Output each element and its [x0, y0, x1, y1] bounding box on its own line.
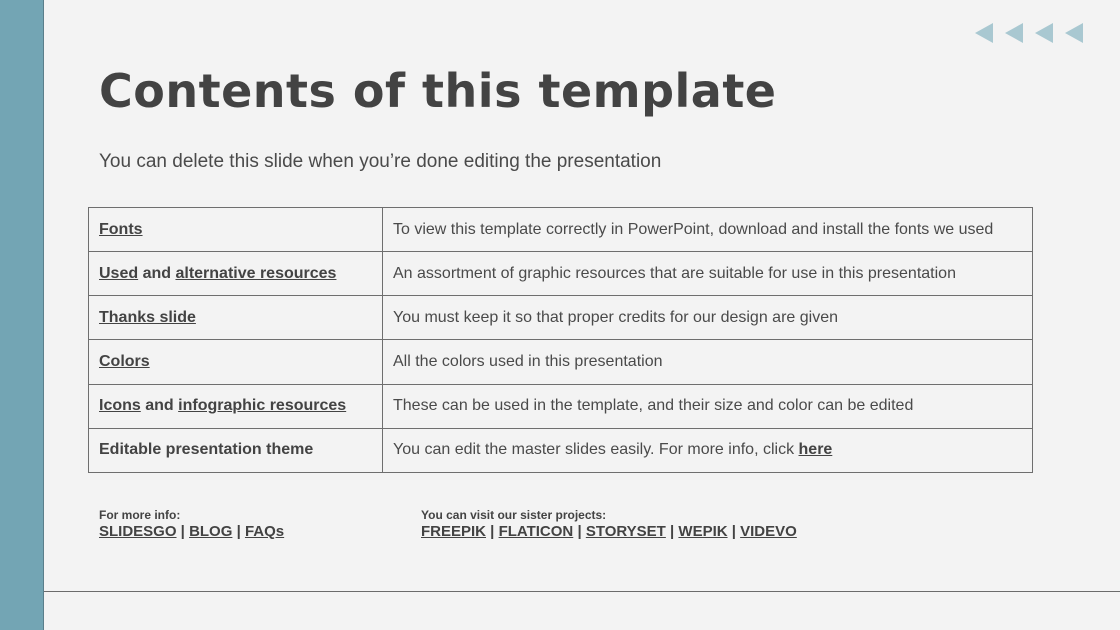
link-separator: |	[727, 523, 741, 540]
table-row	[89, 428, 1033, 472]
thanks-slide-link[interactable]: Thanks slide	[99, 308, 196, 326]
flaticon-link[interactable]: FLATICON	[498, 523, 574, 540]
fonts-link[interactable]: Fonts	[99, 220, 143, 238]
page-title: Contents of this template	[99, 64, 777, 118]
row-name	[89, 340, 383, 384]
table-row	[89, 208, 1033, 252]
more-info-links	[99, 523, 284, 540]
link-separator: |	[573, 523, 586, 540]
faqs-link[interactable]: FAQs	[244, 523, 285, 540]
wepik-link[interactable]: WEPIK	[678, 523, 728, 540]
storyset-link[interactable]: STORYSET	[585, 523, 666, 540]
row-name	[89, 384, 383, 428]
joiner-text: and	[138, 264, 176, 282]
row-description: These can be used in the template, and their size and color can be edited	[383, 384, 1033, 428]
sister-projects-label: You can visit our sister projects:	[421, 508, 607, 522]
row-name	[89, 208, 383, 252]
table-row	[89, 252, 1033, 296]
row-name: Editable presentation theme	[89, 428, 383, 472]
infographic-resources-link[interactable]: infographic resources	[178, 397, 347, 415]
arrow-left-icon	[1065, 23, 1083, 43]
contents-table	[88, 207, 1033, 473]
table-row	[89, 384, 1033, 428]
joiner-text: and	[140, 397, 179, 415]
used-resources-link[interactable]: Used	[99, 264, 139, 282]
row-description: An assortment of graphic resources that are suitable for use in this presentation	[383, 252, 1033, 296]
left-accent-bar	[0, 0, 44, 630]
link-separator: |	[176, 523, 190, 540]
description-text: You can edit the master slides easily. For more info, click	[393, 441, 799, 459]
colors-link[interactable]: Colors	[99, 353, 150, 371]
link-separator: |	[486, 523, 499, 540]
sister-projects-links	[421, 523, 797, 540]
decorative-arrows	[975, 23, 1083, 43]
table-row	[89, 340, 1033, 384]
row-name	[89, 296, 383, 340]
table-row	[89, 296, 1033, 340]
row-description: To view this template correctly in PowerPoint, download and install the fonts we used	[383, 208, 1033, 252]
row-description	[383, 428, 1033, 472]
icons-link[interactable]: Icons	[99, 397, 141, 415]
videvo-link[interactable]: VIDEVO	[740, 523, 797, 540]
arrow-left-icon	[1005, 23, 1023, 43]
freepik-link[interactable]: FREEPIK	[421, 523, 487, 540]
row-name	[89, 252, 383, 296]
slidesgo-link[interactable]: SLIDESGO	[99, 523, 177, 540]
more-info-label: For more info:	[99, 508, 181, 522]
alternative-resources-link[interactable]: alternative resources	[175, 264, 337, 282]
arrow-left-icon	[975, 23, 993, 43]
bottom-divider	[44, 591, 1120, 592]
row-description: You must keep it so that proper credits for our design are given	[383, 296, 1033, 340]
row-description: All the colors used in this presentation	[383, 340, 1033, 384]
link-separator: |	[665, 523, 679, 540]
arrow-left-icon	[1035, 23, 1053, 43]
here-link[interactable]: here	[798, 441, 833, 459]
link-separator: |	[232, 523, 245, 540]
page-subtitle: You can delete this slide when you’re done editing the presentation	[99, 151, 662, 172]
blog-link[interactable]: BLOG	[189, 523, 233, 540]
